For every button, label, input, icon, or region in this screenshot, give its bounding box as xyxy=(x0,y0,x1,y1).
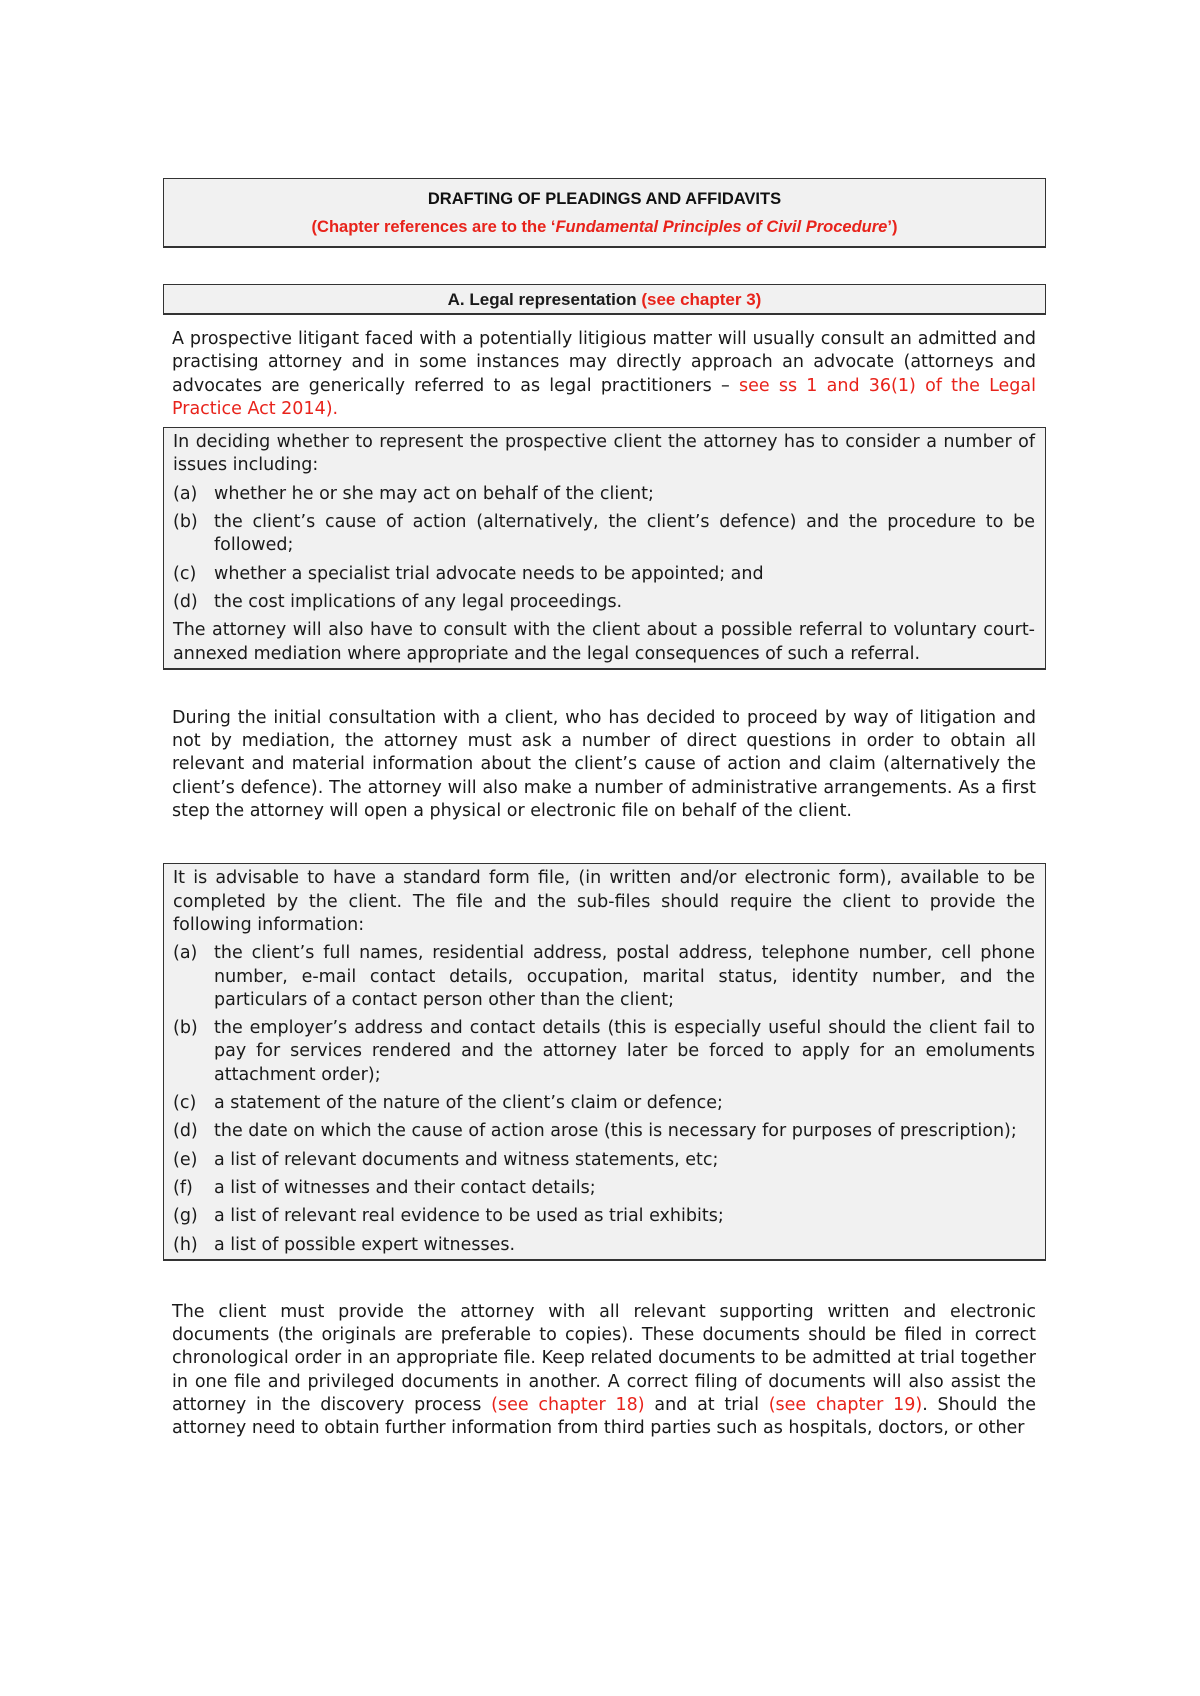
list-item: (a) whether he or she may act on behalf of the client; xyxy=(173,483,654,504)
considerations-box xyxy=(163,427,1046,670)
document-page xyxy=(163,178,1046,1441)
paragraph-supporting-documents: The client must provide the attorney with all relevant supporting written and electronic documents (the originals are preferable to copies). These documents should be filed in correct chronological order in an appropriate file. Keep related documents to be admitted at trial together in one file and privileged documents in another. A correct filing of documents will also assist the attorney in the discovery process (see chapter 18) and at trial (see chapter 19). Should the attorney need to obtain further information from third parties such as hospitals, doctors, or other xyxy=(172,1301,1036,1439)
list-item: (d) the cost implications of any legal proceedings. xyxy=(173,591,623,612)
list-item: (b) the client’s cause of action (alternatively, the client’s defence) and the procedure to be followed; xyxy=(173,512,1035,556)
section-heading-legal-representation: A. Legal representation (see chapter 3) xyxy=(163,284,1046,315)
list-item: (h) a list of possible expert witnesses. xyxy=(173,1234,516,1255)
list-item: (f) a list of witnesses and their contact details; xyxy=(173,1177,596,1198)
list-item: (c) whether a specialist trial advocate needs to be appointed; and xyxy=(173,563,764,584)
book-title: Fundamental Principles of Civil Procedure xyxy=(555,218,888,236)
list-item: (g) a list of relevant real evidence to be used as trial exhibits; xyxy=(173,1206,724,1227)
list-item: (c) a statement of the nature of the client’s claim or defence; xyxy=(173,1093,723,1114)
list-item: (b) the employer’s address and contact details (this is especially useful should the client fail to pay for services rendered and the attorney later be forced to apply for an emoluments attachment order); xyxy=(173,1018,1035,1085)
box-outro: The attorney will also have to consult with the client about a possible referral to voluntary court-annexed mediation where appropriate and the legal consequences of such a referral. xyxy=(173,620,1035,664)
standard-form-file-box xyxy=(163,863,1046,1260)
box-intro: It is advisable to have a standard form file, (in written and/or electronic form), available to be completed by the client. The file and the sub-files should require the client to provide the following information: xyxy=(173,868,1035,935)
document-title-box xyxy=(163,178,1046,248)
chapter-reference: (see chapter 19) xyxy=(768,1394,923,1415)
chapter-reference: (see chapter 3) xyxy=(641,290,762,309)
paragraph-prospective-litigant: A prospective litigant faced with a potentially litigious matter will usually consult an admitted and practising attorney and in some instances may directly approach an advocate (attorneys and advocates are generically referred to as legal practitioners – see ss 1 and 36(1) of the Legal Practice Act 2014). xyxy=(172,329,1036,419)
document-subtitle: (Chapter references are to the ‘Fundamental Principles of Civil Procedure’) xyxy=(311,218,898,236)
list-item: (a) the client’s full names, residential address, postal address, telephone number, cell phone number, e-mail contact details, occupation, marital status, identity number, and the particulars of a contact person other than the client; xyxy=(173,943,1035,1010)
statute-reference: see ss 1 and 36(1) of the Legal Practice Act 2014). xyxy=(172,375,1036,419)
chapter-reference: (see chapter 18) xyxy=(491,1394,645,1415)
list-item: (d) the date on which the cause of action arose (this is necessary for purposes of prescription); xyxy=(173,1121,1017,1142)
box-intro: In deciding whether to represent the prospective client the attorney has to consider a number of issues including: xyxy=(173,432,1035,476)
document-title: DRAFTING OF PLEADINGS AND AFFIDAVITS xyxy=(427,190,782,208)
paragraph-initial-consultation: During the initial consultation with a client, who has decided to proceed by way of litigation and not by mediation, the attorney must ask a number of direct questions in order to obtain all relevant and material information about the client’s cause of action and claim (alternatively the client’s defence). The attorney will also make a number of administrative arrangements. As a first step the attorney will open a physical or electronic file on behalf of the client. xyxy=(172,707,1036,822)
list-item: (e) a list of relevant documents and witness statements, etc; xyxy=(173,1149,719,1170)
